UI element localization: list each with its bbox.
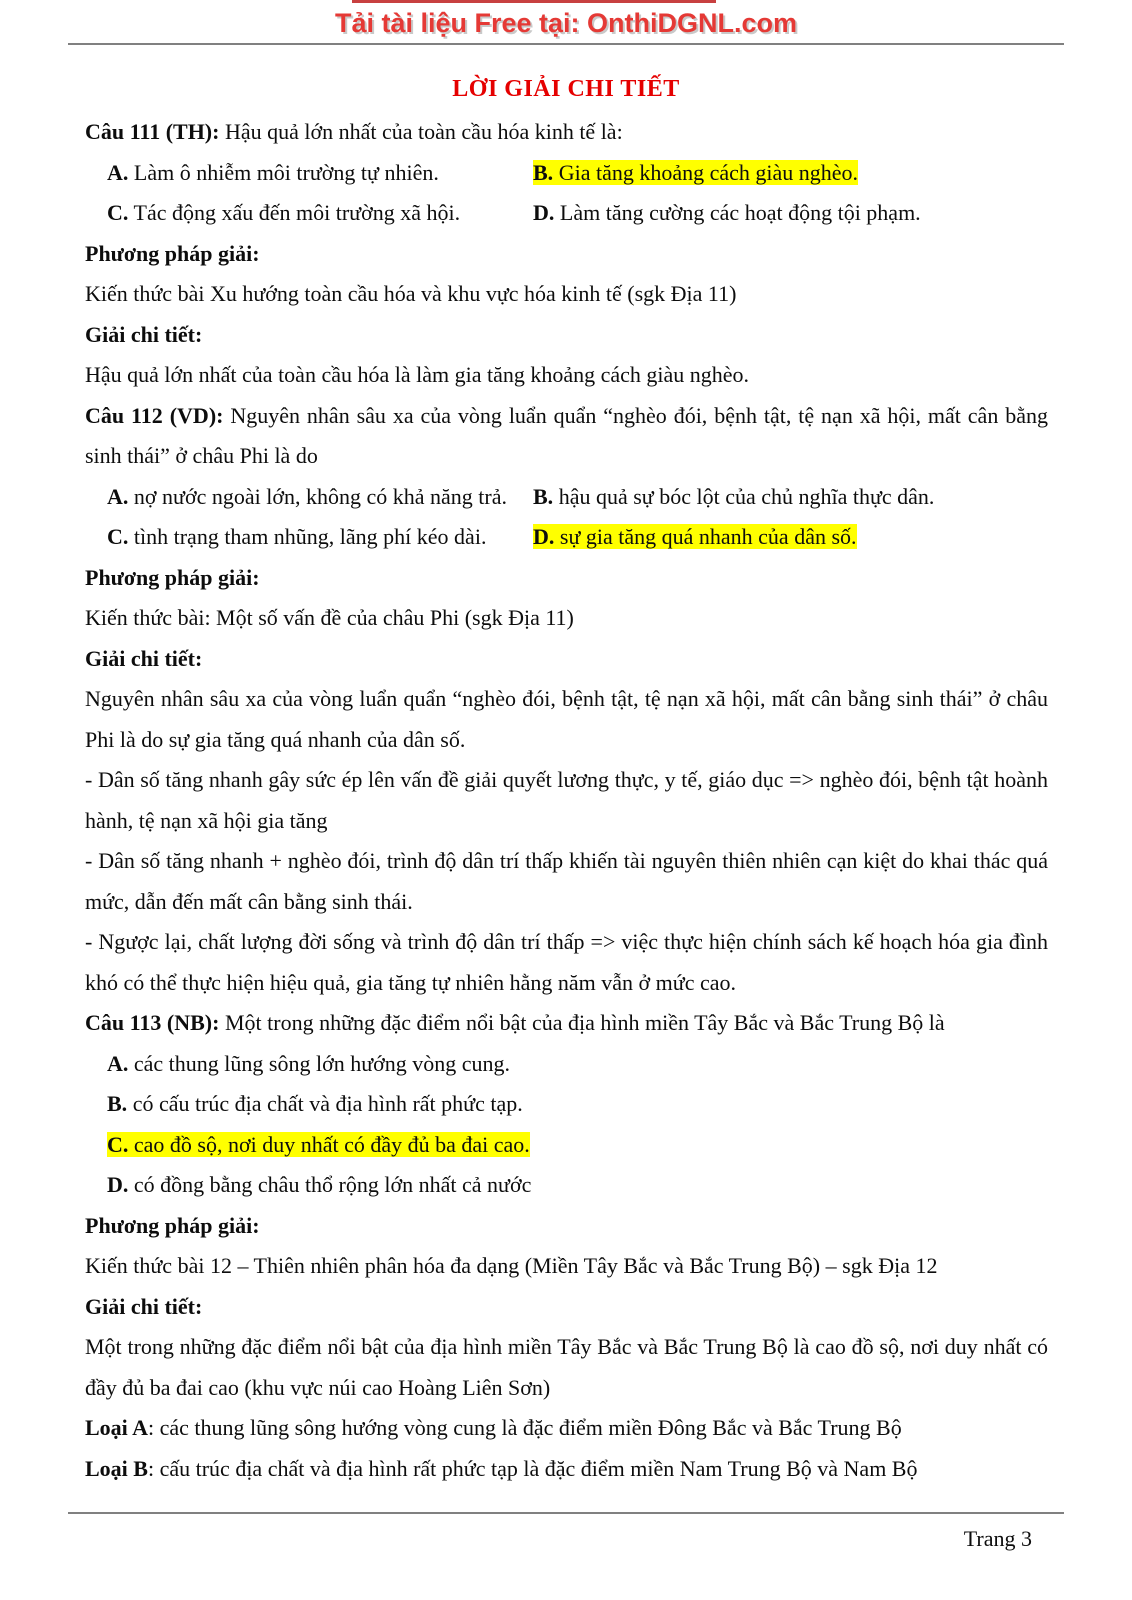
detail-text-112-p1: Nguyên nhân sâu xa của vòng luẩn quẩn “nghèo đói, bệnh tật, tệ nạn xã hội, mất cân bằng sinh thái” ở châu Phi là do sự gia tăng quá nhanh của dân số. [85,686,1048,752]
question-113-stem [85,1003,1048,1044]
note-a-text: : các thung lũng sông hướng vòng cung là đặc điểm miền Đông Bắc và Bắc Trung Bộ [147,1415,902,1440]
option-111-c-letter: C. [107,200,129,225]
option-111-c-text: Tác động xấu đến môi trường xã hội. [133,200,461,225]
method-text-111: Kiến thức bài Xu hướng toàn cầu hóa và khu vực hóa kinh tế (sgk Địa 11) [85,281,737,306]
option-111-d-letter: D. [533,200,555,225]
highlighted-answer-112 [533,524,857,549]
detail-heading-113: Giải chi tiết: [85,1293,203,1319]
detail-text-111: Hậu quả lớn nhất của toàn cầu hóa là làm gia tăng khoảng cách giàu nghèo. [85,362,750,387]
page-number: Trang 3 [963,1526,1032,1551]
question-112-stem [85,396,1048,477]
option-113-a-letter: A. [107,1050,129,1076]
option-112-c-letter: C. [107,524,129,549]
option-113-a [85,1044,1048,1085]
question-111-text: Hậu quả lớn nhất của toàn cầu hóa kinh tế là: [224,119,623,144]
option-113-d-text: có đồng bằng châu thổ rộng lớn nhất cả nước [133,1172,532,1197]
method-text-112: Kiến thức bài: Một số vấn đề của châu Phi (sgk Địa 11) [85,605,574,630]
detail-heading-111: Giải chi tiết: [85,321,203,347]
option-111-d-text: Làm tăng cường các hoạt động tội phạm. [559,200,921,225]
note-b-text: : cấu trúc địa chất và địa hình rất phức tạp là đặc điểm miền Nam Trung Bộ và Nam Bộ [147,1455,918,1481]
question-113-label: Câu 113 (NB): [85,1010,220,1035]
option-112-b-letter: B. [533,483,554,509]
method-heading-112: Phương pháp giải: [85,564,260,590]
option-113-c-text: cao đồ sộ, nơi duy nhất có đầy đủ ba đai cao. [133,1131,530,1157]
option-113-c-letter: C. [107,1131,129,1157]
option-111-a-text: Làm ô nhiễm môi trường tự nhiên. [133,159,439,185]
note-b [85,1449,1048,1490]
note-a-label: Loại A [85,1415,148,1440]
option-112-c [107,517,533,558]
note-b-label: Loại B [85,1455,148,1481]
site-banner-text: Tải tài liệu Free tại: OnthiDGNL.com [334,8,798,38]
question-112-options-row-1 [85,477,1048,518]
method-text-113: Kiến thức bài 12 – Thiên nhiên phân hóa đa dạng (Miền Tây Bắc và Bắc Trung Bộ) – sgk Địa 12 [85,1253,938,1278]
detail-text-112-p2: - Dân số tăng nhanh gây sức ép lên vấn đề giải quyết lương thực, y tế, giáo dục => nghèo đói, bệnh tật hoành hành, tệ nạn xã hội gia tăng [85,767,1048,833]
option-111-d [533,193,1048,234]
option-112-c-text: tình trạng tham nhũng, lãng phí kéo dài. [133,524,487,549]
method-heading-111: Phương pháp giải: [85,240,260,266]
option-112-a-text: nợ nước ngoài lớn, không có khả năng trả. [133,483,507,509]
footer-divider [68,1512,1064,1514]
option-113-d-letter: D. [107,1172,129,1197]
question-111-stem [85,112,1048,153]
option-113-b-letter: B. [107,1091,128,1116]
option-111-a [107,153,533,194]
header-divider [68,43,1064,45]
option-111-b-text: Gia tăng khoảng cách giàu nghèo. [558,159,859,185]
detail-text-113: Một trong những đặc điểm nổi bật của địa hình miền Tây Bắc và Bắc Trung Bộ là cao đồ sộ, nơi duy nhất có đầy đủ ba đai cao (khu vực núi cao Hoàng Liên Sơn) [85,1334,1048,1400]
question-112-label: Câu 112 (VD): [85,402,224,428]
note-a [85,1408,1048,1449]
option-112-b-text: hậu quả sự bóc lột của chủ nghĩa thực dân. [558,483,935,509]
option-111-b-letter: B. [533,159,554,185]
option-112-a [107,477,533,518]
question-112-options-row-2 [85,517,1048,558]
option-113-a-text: các thung lũng sông lớn hướng vòng cung. [133,1050,511,1076]
option-113-b-text: có cấu trúc địa chất và địa hình rất phức tạp. [132,1091,523,1116]
question-112-text: Nguyên nhân sâu xa của vòng luẩn quẩn “nghèo đói, bệnh tật, tệ nạn xã hội, mất cân bằng sinh thái” ở châu Phi là do [85,402,1048,468]
option-112-d [533,517,1048,558]
option-113-c [85,1125,1048,1166]
option-112-a-letter: A. [107,483,129,509]
option-112-d-letter: D. [533,524,555,549]
option-112-b [533,477,1048,518]
option-113-b [85,1084,1048,1125]
document-body [85,112,1048,1489]
question-113-text: Một trong những đặc điểm nổi bật của địa hình miền Tây Bắc và Bắc Trung Bộ là [224,1010,945,1035]
page-title: LỜI GIẢI CHI TIẾT [452,76,680,102]
detail-text-112-p3: - Dân số tăng nhanh + nghèo đói, trình độ dân trí thấp khiến tài nguyên thiên nhiên cạn kiệt do khai thác quá mức, dẫn đến mất cân bằng sinh thái. [85,848,1048,914]
option-111-c [107,193,533,234]
question-111-options-row-2 [85,193,1048,234]
option-111-b [533,153,1048,194]
question-111-label: Câu 111 (TH): [85,119,220,144]
detail-heading-112: Giải chi tiết: [85,645,203,671]
highlighted-answer-111 [533,160,858,185]
detail-text-112-p4: - Ngược lại, chất lượng đời sống và trình độ dân trí thấp => việc thực hiện chính sách kế hoạch hóa gia đình khó có thể thực hiện hiệu quả, gia tăng tự nhiên hằng năm vẫn ở mức cao. [85,929,1048,995]
cropped-text-artifact [352,0,716,3]
highlighted-answer-113 [107,1132,530,1157]
option-113-d [85,1165,1048,1206]
question-111-options-row-1 [85,153,1048,194]
option-111-a-letter: A. [107,159,129,185]
site-banner [0,0,1132,39]
method-heading-113: Phương pháp giải: [85,1212,260,1238]
option-112-d-text: sự gia tăng quá nhanh của dân số. [559,524,857,549]
